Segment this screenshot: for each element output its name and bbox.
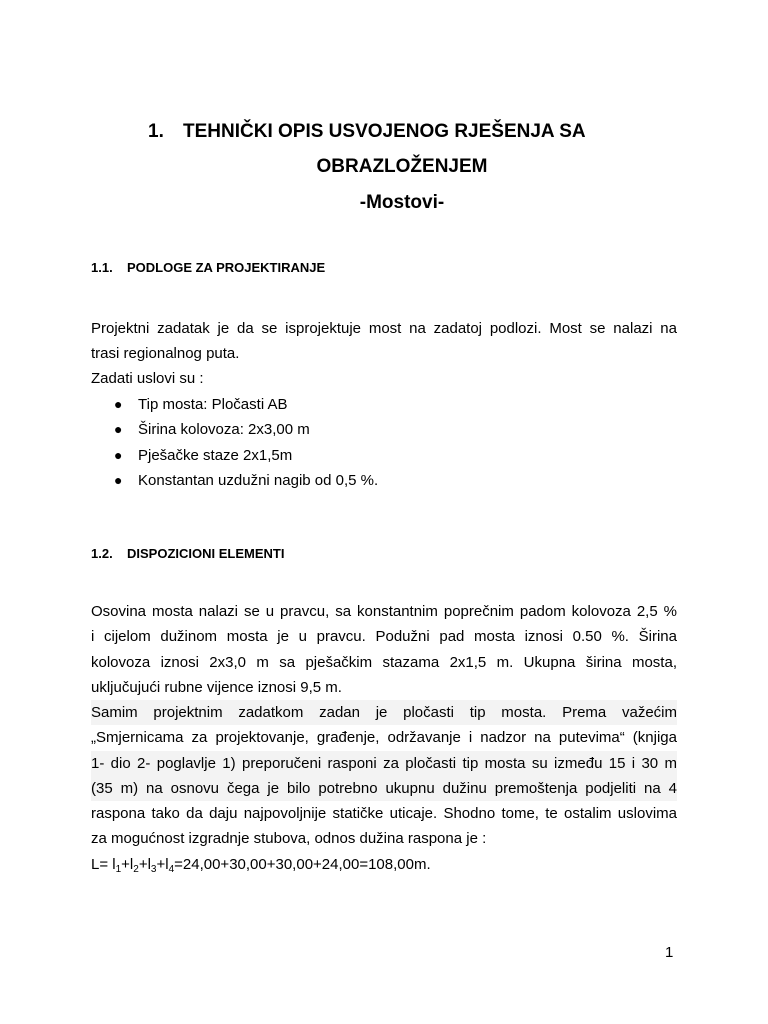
formula-part: L= l [91,856,116,873]
paragraph-line: uključujući rubne vijence iznosi 9,5 m. [91,678,342,696]
paragraph-line: za mogućnost izgradnje stubova, odnos dužina raspona je : [91,830,487,848]
list-item-text: Konstantan uzdužni nagib od 0,5 %. [138,471,379,489]
paragraph-line: Projektni zadatak je da se isprojektuje most na zadatoj podlozi. Most se nalazi na [91,320,677,337]
paragraph-spans [91,700,677,852]
formula-part: +l [156,856,169,873]
list-item-text: Širina kolovoza: 2x3,00 m [138,421,310,439]
paragraph-line: „Smjernicama za projektovanje, građenje, održavanje i nadzor na putevima“ (knjiga [91,729,677,747]
section-number: 1.2. [91,546,113,561]
formula-part: +l [138,856,151,873]
section-number: 1.1. [91,260,113,275]
title-text-1: TEHNIČKI OPIS USVOJENOG RJEŠENJA SA [183,121,586,142]
paragraph-line: (35 m) na osnovu čega je bilo potrebno ukupnu dužinu premoštenja podjeliti na 4 [91,776,677,801]
conditions-list [114,392,378,493]
list-item [114,392,378,417]
paragraph-line: i cijelom dužinom mosta je u pravcu. Podužni pad mosta iznosi 0.50 %. Širina [91,628,677,646]
formula-part: =24,00+30,00+30,00+24,00=108,00m. [174,856,431,873]
section-title: DISPOZICIONI ELEMENTI [127,546,285,561]
list-item [114,417,378,442]
list-item [114,468,378,493]
list-item-text: Pješačke staze 2x1,5m [138,446,293,464]
paragraph-line: raspona tako da daju najpovoljnije statičke uticaje. Shodno tome, te ostalim uslovima [91,805,677,823]
section-heading-1-1 [91,260,325,275]
span-formula [91,856,431,875]
paragraph-line: Osovina mosta nalazi se u pravcu, sa konstantnim poprečnim padom kolovoza 2,5 % [91,603,677,620]
paragraph-line: 1- dio 2- poglavlje 1) preporučeni rasponi za pločasti tip mosta su između 15 i 30 m [91,751,677,776]
list-item [114,443,378,468]
paragraph-line: trasi regionalnog puta. [91,345,240,363]
formula-subscript: 2 [133,864,139,875]
paragraph-line: Samim projektnim zadatkom zadan je pločasti tip mosta. Prema važećim [91,700,677,725]
section-heading-1-2 [91,546,284,561]
section-title: PODLOGE ZA PROJEKTIRANJE [127,260,326,275]
formula-subscript: 4 [168,864,175,875]
page-number: 1 [665,944,674,961]
formula-part: +l [121,856,134,873]
bullet-icon: ● [114,471,123,488]
paragraph-line: kolovoza iznosi 2x3,0 m sa pješačkim stazama 2x1,5 m. Ukupna širina mosta, [91,653,677,671]
bullet-icon: ● [114,421,123,438]
paragraph-project-task [91,316,677,367]
paragraph-bridge-axis [91,599,677,700]
title-line-2: OBRAZLOŽENJEM [316,156,488,177]
bullet-icon: ● [114,396,123,412]
formula-subscript: 3 [150,864,157,875]
formula-subscript: 1 [115,864,122,875]
title-number: 1. [148,121,164,142]
list-item-text: Tip mosta: Pločasti AB [138,396,288,413]
title-subtitle: -Mostovi- [359,192,445,213]
bullet-icon: ● [114,446,123,463]
conditions-intro: Zadati uslovi su : [91,370,204,387]
title-line-1 [148,121,586,143]
